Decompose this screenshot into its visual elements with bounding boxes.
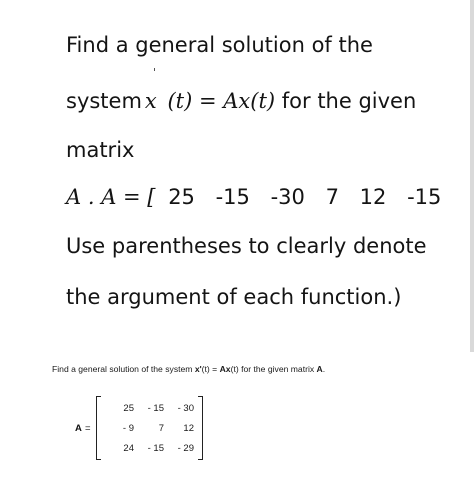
statement-ax: Ax (219, 364, 231, 374)
matrix-equals: = (85, 423, 91, 434)
matrix-row (104, 438, 196, 458)
problem-image (0, 352, 474, 477)
question-line-3: matrix (66, 138, 135, 162)
matrix-value: -30 (270, 185, 305, 209)
right-bracket (198, 396, 203, 460)
prime-mark: ' (153, 66, 157, 79)
matrix-a (104, 398, 196, 458)
matrix-value: 25 (168, 185, 195, 209)
matrix-value: 12 (359, 185, 387, 209)
equation-rhs: = Ax(t) (198, 89, 276, 113)
statement-start: Find a general solution of the system (52, 364, 195, 374)
statement-t: (t) = (201, 364, 220, 374)
matrix-cell: - 15 (147, 442, 164, 454)
matrix-value: 7 (325, 185, 339, 209)
for-given-text: for the given (281, 89, 417, 113)
matrix-cell: - 9 (122, 422, 134, 434)
matrix-value: -15 (215, 185, 250, 209)
x-variable: x (144, 89, 157, 113)
matrix-entry-label: A . A = [ (66, 185, 156, 209)
matrix-cell: 25 (123, 402, 134, 414)
matrix-cell: - 29 (177, 442, 194, 454)
question-line-2 (66, 88, 416, 114)
statement-xprime: x' (194, 364, 202, 374)
statement-a: A (316, 364, 323, 374)
left-bracket (96, 396, 101, 460)
statement-end: . (322, 364, 326, 374)
question-line-4 (66, 184, 455, 210)
matrix-cell: 12 (183, 422, 194, 434)
matrix-row (104, 398, 196, 418)
problem-statement (52, 364, 325, 374)
matrix-cell: - 30 (177, 402, 194, 414)
matrix-cell: 7 (158, 422, 164, 434)
statement-mid: (t) for the given matrix (230, 364, 317, 374)
t-argument: (t) (167, 89, 193, 113)
matrix-row (104, 418, 196, 438)
matrix-name: A (75, 423, 82, 434)
system-word: system (66, 89, 142, 113)
question-line-6: the argument of each function.) (66, 285, 402, 309)
matrix-value: -15 (407, 185, 442, 209)
question-line-1: Find a general solution of the (66, 33, 373, 57)
matrix-cell: 24 (123, 442, 134, 454)
question-line-5: Use parentheses to clearly denote (66, 234, 427, 258)
matrix-cell: - 15 (147, 402, 164, 414)
scroll-edge (470, 0, 474, 352)
